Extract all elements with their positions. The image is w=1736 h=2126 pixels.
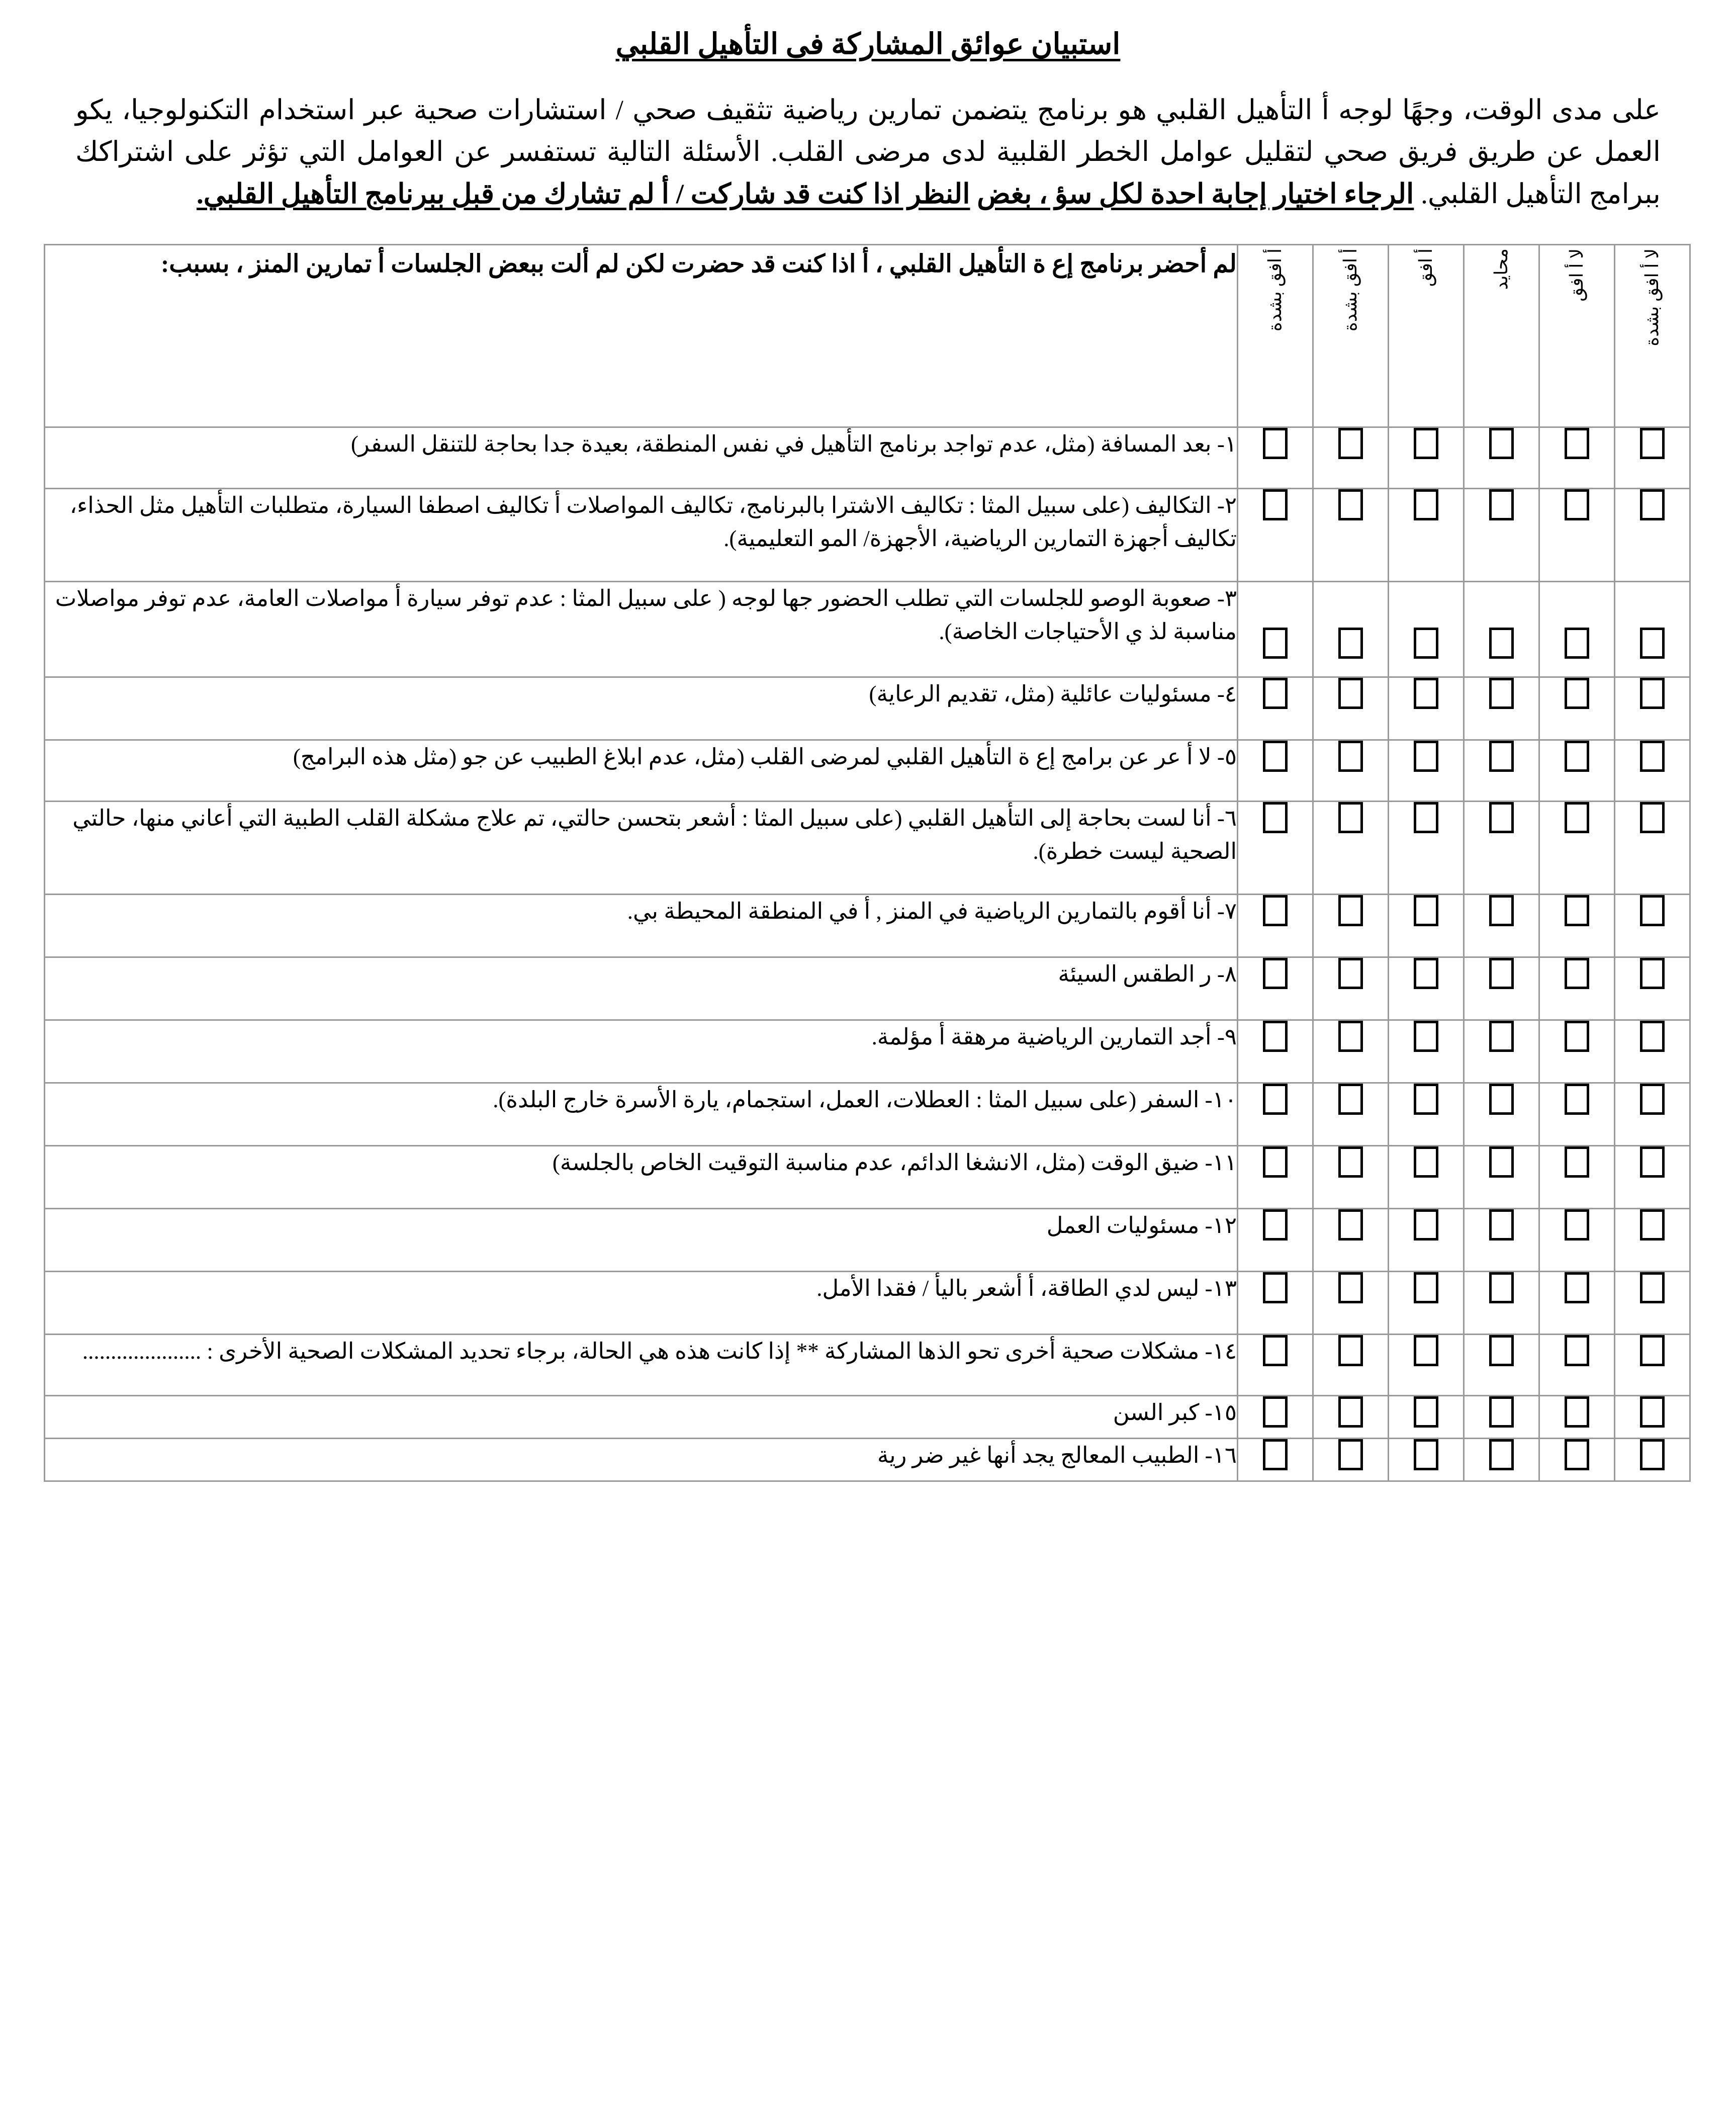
table-row: [45, 677, 1690, 740]
checkbox-cell[interactable]: [1539, 677, 1615, 740]
answer-checkbox[interactable]: [1338, 1209, 1363, 1241]
checkbox-cell[interactable]: [1539, 1209, 1615, 1272]
checkbox-cell[interactable]: [1615, 1083, 1690, 1146]
column-header-label: محايد: [1491, 248, 1511, 290]
question-text: ر الطقس السيئة: [1058, 961, 1212, 987]
checkbox-cell[interactable]: [1238, 582, 1313, 677]
checkbox-cell[interactable]: [1539, 1146, 1615, 1209]
checkbox-cell[interactable]: [1313, 427, 1389, 489]
checkbox-cell[interactable]: [1313, 1439, 1389, 1481]
checkbox-cell[interactable]: [1464, 957, 1539, 1020]
question-text: صعوبة الوصو للجلسات التي تطلب الحضور جها لوجه ( على سبيل المثا : عدم توفر سيارة أ مواصلات العامة، عدم توفر مواصلات مناسبة لذ ي الأحتياجات الخاصة).: [55, 586, 1237, 644]
table-row: [45, 1439, 1690, 1481]
question-text: أنا أقوم بالتمارين الرياضية في المنز , أ في المنطقة المحيطة بي.: [627, 899, 1212, 924]
checkbox-cell[interactable]: [1389, 489, 1464, 582]
question-cell: [45, 427, 1238, 489]
checkbox-cell[interactable]: [1313, 895, 1389, 957]
question-text: ضيق الوقت (مثل، الانشغا الدائم، عدم مناسبة التوقيت الخاص بالجلسة): [552, 1150, 1200, 1176]
answer-checkbox[interactable]: [1565, 958, 1589, 989]
checkbox-cell[interactable]: [1389, 895, 1464, 957]
intro-line-2: عبر استخدام التكنولوجيا، يكو العمل عن طريق فريق صحي لتقليل عوامل الخطر القلبية لدى مرضى القلب. الأسئلة: [75, 94, 1661, 167]
checkbox-cell[interactable]: [1389, 740, 1464, 802]
answer-checkbox[interactable]: [1414, 1439, 1438, 1470]
table-row: [45, 1146, 1690, 1209]
checkbox-cell[interactable]: [1615, 1020, 1690, 1083]
question-column-header: لم أحضر برنامج إع ة التأهيل القلبي ، أ اذا كنت قد حضرت لكن لم ألت ببعض الجلسات أ تمارين المنز ، بسبب:: [45, 245, 1238, 427]
answer-checkbox[interactable]: [1414, 1272, 1438, 1303]
checkbox-cell[interactable]: [1615, 1396, 1690, 1439]
checkbox-cell[interactable]: [1464, 802, 1539, 895]
answer-checkbox[interactable]: [1414, 895, 1438, 926]
checkbox-cell[interactable]: [1539, 740, 1615, 802]
answer-checkbox[interactable]: [1263, 1439, 1288, 1470]
answer-checkbox[interactable]: [1489, 895, 1514, 926]
answer-checkbox[interactable]: [1338, 1272, 1363, 1303]
checkbox-cell[interactable]: [1539, 489, 1615, 582]
checkbox-cell[interactable]: [1238, 895, 1313, 957]
answer-checkbox[interactable]: [1640, 1335, 1665, 1366]
checkbox-cell[interactable]: [1464, 740, 1539, 802]
question-text: الطبيب المعالج يجد أنها غير ضر رية: [877, 1443, 1200, 1468]
checkbox-cell[interactable]: [1389, 677, 1464, 740]
checkbox-cell[interactable]: [1313, 1335, 1389, 1396]
checkbox-cell[interactable]: [1539, 1396, 1615, 1439]
checkbox-cell[interactable]: [1539, 582, 1615, 677]
answer-checkbox[interactable]: [1489, 678, 1514, 709]
checkbox-cell[interactable]: [1464, 1083, 1539, 1146]
checkbox-cell[interactable]: [1238, 1272, 1313, 1335]
answer-checkbox[interactable]: [1565, 1021, 1589, 1052]
checkbox-cell[interactable]: [1313, 677, 1389, 740]
answer-checkbox[interactable]: [1640, 628, 1665, 659]
answer-checkbox[interactable]: [1489, 1272, 1514, 1303]
question-text: السفر (على سبيل المثا : العطلات، العمل، استجمام، يارة الأسرة خارج البلدة).: [493, 1087, 1200, 1113]
question-number: ٨-: [1217, 961, 1237, 987]
question-number: ٥-: [1217, 744, 1237, 770]
checkbox-cell[interactable]: [1389, 802, 1464, 895]
column-header-neutral-b: [1464, 245, 1539, 427]
answer-checkbox[interactable]: [1263, 1272, 1288, 1303]
answer-checkbox[interactable]: [1338, 628, 1363, 659]
answer-checkbox[interactable]: [1263, 428, 1288, 459]
answer-checkbox[interactable]: [1263, 1021, 1288, 1052]
answer-checkbox[interactable]: [1565, 678, 1589, 709]
answer-checkbox[interactable]: [1338, 1335, 1363, 1366]
question-cell: [45, 677, 1238, 740]
checkbox-cell[interactable]: [1238, 957, 1313, 1020]
checkbox-cell[interactable]: [1539, 1083, 1615, 1146]
answer-checkbox[interactable]: [1414, 428, 1438, 459]
checkbox-cell[interactable]: [1389, 1083, 1464, 1146]
question-number: ١٥-: [1205, 1400, 1237, 1426]
answer-checkbox[interactable]: [1565, 489, 1589, 520]
column-header-label: لا أ افق: [1566, 248, 1587, 302]
answer-checkbox[interactable]: [1338, 428, 1363, 459]
table-row: [45, 740, 1690, 802]
question-cell: [45, 1439, 1238, 1481]
checkbox-cell[interactable]: [1238, 1083, 1313, 1146]
checkbox-cell[interactable]: [1464, 489, 1539, 582]
checkbox-cell[interactable]: [1615, 957, 1690, 1020]
answer-checkbox[interactable]: [1640, 1084, 1665, 1115]
intro-paragraph: [75, 89, 1661, 215]
checkbox-cell[interactable]: [1389, 1272, 1464, 1335]
answer-checkbox[interactable]: [1414, 1146, 1438, 1178]
answer-checkbox[interactable]: [1565, 1146, 1589, 1178]
question-number: ١٣-: [1205, 1276, 1237, 1301]
question-number: ٣-: [1217, 586, 1237, 611]
question-cell: [45, 1020, 1238, 1083]
answer-checkbox[interactable]: [1414, 1335, 1438, 1366]
checkbox-cell[interactable]: [1238, 677, 1313, 740]
answer-checkbox[interactable]: [1489, 428, 1514, 459]
answer-checkbox[interactable]: [1489, 1146, 1514, 1178]
checkbox-cell[interactable]: [1389, 1439, 1464, 1481]
answer-checkbox[interactable]: [1640, 678, 1665, 709]
answer-checkbox[interactable]: [1565, 802, 1589, 833]
checkbox-cell[interactable]: [1464, 1146, 1539, 1209]
answer-checkbox[interactable]: [1640, 489, 1665, 520]
checkbox-cell[interactable]: [1389, 1396, 1464, 1439]
checkbox-cell[interactable]: [1539, 1335, 1615, 1396]
checkbox-cell[interactable]: [1238, 740, 1313, 802]
answer-checkbox[interactable]: [1640, 1439, 1665, 1470]
table-row: [45, 802, 1690, 895]
question-cell: [45, 1396, 1238, 1439]
checkbox-cell[interactable]: [1238, 489, 1313, 582]
answer-checkbox[interactable]: [1263, 895, 1288, 926]
checkbox-cell[interactable]: [1238, 1335, 1313, 1396]
table-row: [45, 427, 1690, 489]
answer-checkbox[interactable]: [1338, 1439, 1363, 1470]
question-number: ١٠-: [1205, 1087, 1237, 1113]
table-body: [45, 427, 1690, 1481]
answer-checkbox[interactable]: [1263, 1084, 1288, 1115]
answer-checkbox[interactable]: [1640, 1272, 1665, 1303]
question-cell: [45, 1272, 1238, 1335]
answer-checkbox[interactable]: [1640, 428, 1665, 459]
answer-checkbox[interactable]: [1338, 802, 1363, 833]
checkbox-cell[interactable]: [1313, 1146, 1389, 1209]
answer-checkbox[interactable]: [1263, 628, 1288, 659]
question-cell: [45, 1083, 1238, 1146]
answer-checkbox[interactable]: [1565, 1272, 1589, 1303]
table-row: [45, 1396, 1690, 1439]
question-cell: [45, 1209, 1238, 1272]
checkbox-cell[interactable]: [1313, 1272, 1389, 1335]
checkbox-cell[interactable]: [1389, 582, 1464, 677]
question-text: مسئوليات عائلية (مثل، تقديم الرعاية): [869, 681, 1212, 707]
answer-checkbox[interactable]: [1414, 1396, 1438, 1428]
checkbox-cell[interactable]: [1615, 1439, 1690, 1481]
question-cell: [45, 740, 1238, 802]
table-row: [45, 957, 1690, 1020]
answer-checkbox[interactable]: [1414, 1084, 1438, 1115]
answer-checkbox[interactable]: [1640, 1396, 1665, 1428]
checkbox-cell[interactable]: [1539, 895, 1615, 957]
answer-checkbox[interactable]: [1565, 895, 1589, 926]
checkbox-cell[interactable]: [1539, 427, 1615, 489]
checkbox-cell[interactable]: [1615, 677, 1690, 740]
answer-checkbox[interactable]: [1640, 1021, 1665, 1052]
question-text: بعد المسافة (مثل، عدم تواجد برنامج التأهيل في نفس المنطقة، بعيدة جدا بحاجة للتنقل السفر): [351, 431, 1212, 457]
answer-checkbox[interactable]: [1414, 489, 1438, 520]
header-row: [45, 245, 1690, 427]
checkbox-cell[interactable]: [1539, 802, 1615, 895]
checkbox-cell[interactable]: [1313, 1209, 1389, 1272]
answer-checkbox[interactable]: [1489, 802, 1514, 833]
answer-checkbox[interactable]: [1640, 1146, 1665, 1178]
checkbox-cell[interactable]: [1615, 427, 1690, 489]
answer-checkbox[interactable]: [1489, 628, 1514, 659]
answer-checkbox[interactable]: [1414, 958, 1438, 989]
checkbox-cell[interactable]: [1464, 677, 1539, 740]
answer-checkbox[interactable]: [1414, 1209, 1438, 1241]
checkbox-cell[interactable]: [1615, 1146, 1690, 1209]
checkbox-cell[interactable]: [1313, 582, 1389, 677]
question-number: ١٤-: [1205, 1339, 1237, 1364]
checkbox-cell[interactable]: [1464, 1396, 1539, 1439]
question-text: لا أ عر عن برامج إع ة التأهيل القلبي لمرضى القلب (مثل، عدم ابلاغ الطبيب عن جو (مثل هذه البرامج): [293, 744, 1212, 770]
answer-checkbox[interactable]: [1489, 489, 1514, 520]
answer-checkbox[interactable]: [1489, 1209, 1514, 1241]
column-header-disagree: [1539, 245, 1615, 427]
table-row: [45, 1335, 1690, 1396]
checkbox-cell[interactable]: [1539, 957, 1615, 1020]
answer-checkbox[interactable]: [1263, 489, 1288, 520]
answer-checkbox[interactable]: [1414, 802, 1438, 833]
checkbox-cell[interactable]: [1238, 1396, 1313, 1439]
answer-checkbox[interactable]: [1414, 678, 1438, 709]
answer-checkbox[interactable]: [1263, 1335, 1288, 1366]
question-number: ١١-: [1205, 1150, 1237, 1176]
checkbox-cell[interactable]: [1615, 740, 1690, 802]
column-header-strongly-disagree: [1615, 245, 1690, 427]
checkbox-cell[interactable]: [1615, 895, 1690, 957]
answer-checkbox[interactable]: [1489, 1021, 1514, 1052]
answer-checkbox[interactable]: [1489, 741, 1514, 772]
checkbox-cell[interactable]: [1539, 1272, 1615, 1335]
question-cell: [45, 489, 1238, 582]
answer-checkbox[interactable]: [1338, 678, 1363, 709]
question-cell: [45, 1146, 1238, 1209]
checkbox-cell[interactable]: [1539, 1439, 1615, 1481]
table-row: [45, 489, 1690, 582]
answer-checkbox[interactable]: [1338, 1146, 1363, 1178]
table-row: [45, 582, 1690, 677]
checkbox-cell[interactable]: [1615, 1272, 1690, 1335]
answer-checkbox[interactable]: [1640, 1209, 1665, 1241]
answer-checkbox[interactable]: [1640, 958, 1665, 989]
table-row: [45, 1209, 1690, 1272]
column-header-label: لا أ افق بشدة: [1641, 248, 1662, 346]
checkbox-cell[interactable]: [1238, 1439, 1313, 1481]
answer-checkbox[interactable]: [1263, 802, 1288, 833]
checkbox-cell[interactable]: [1313, 802, 1389, 895]
column-header-label: أ افق: [1415, 248, 1436, 287]
answer-checkbox[interactable]: [1489, 1084, 1514, 1115]
table-row: [45, 895, 1690, 957]
checkbox-cell[interactable]: [1464, 1209, 1539, 1272]
answer-checkbox[interactable]: [1263, 1146, 1288, 1178]
checkbox-cell[interactable]: [1389, 1209, 1464, 1272]
checkbox-cell[interactable]: [1464, 1272, 1539, 1335]
checkbox-cell[interactable]: [1464, 427, 1539, 489]
answer-checkbox[interactable]: [1414, 741, 1438, 772]
question-number: ٩-: [1217, 1024, 1237, 1050]
answer-checkbox[interactable]: [1338, 895, 1363, 926]
table-head: [45, 245, 1690, 427]
checkbox-cell[interactable]: [1389, 427, 1464, 489]
answer-checkbox[interactable]: [1414, 1021, 1438, 1052]
checkbox-cell[interactable]: [1389, 1146, 1464, 1209]
question-text: مسئوليات العمل: [1046, 1213, 1200, 1238]
answer-checkbox[interactable]: [1640, 802, 1665, 833]
checkbox-cell[interactable]: [1615, 582, 1690, 677]
question-text: مشكلات صحية أخرى تحو الذها المشاركة ** إذا كانت هذه هي الحالة، برجاء تحديد المشكلات الصحية الأخرى : .....................: [82, 1339, 1200, 1364]
column-header-label: أ افق بشدة: [1264, 248, 1285, 332]
question-number: ٤-: [1217, 681, 1237, 707]
answer-checkbox[interactable]: [1338, 489, 1363, 520]
question-text: أنا لست بحاجة إلى التأهيل القلبي (على سبيل المثا : أشعر بتحسن حالتي، تم علاج مشكلة القلب الطبية التي أعاني منها، حالتي الصحية ليست خطرة).: [72, 806, 1237, 864]
answer-checkbox[interactable]: [1263, 1209, 1288, 1241]
checkbox-cell[interactable]: [1238, 1209, 1313, 1272]
question-number: ١٦-: [1205, 1443, 1237, 1468]
question-number: ٢-: [1217, 493, 1237, 518]
checkbox-cell[interactable]: [1615, 802, 1690, 895]
page-title: استبيان عوائق المشاركة فى التأهيل القلبي: [615, 28, 1121, 60]
question-cell: [45, 1335, 1238, 1396]
question-number: ١٢-: [1205, 1213, 1237, 1238]
answer-checkbox[interactable]: [1565, 741, 1589, 772]
checkbox-cell[interactable]: [1539, 1020, 1615, 1083]
checkbox-cell[interactable]: [1313, 1396, 1389, 1439]
table-row: [45, 1020, 1690, 1083]
answer-checkbox[interactable]: [1489, 1396, 1514, 1428]
answer-checkbox[interactable]: [1263, 678, 1288, 709]
checkbox-cell[interactable]: [1615, 1209, 1690, 1272]
checkbox-cell[interactable]: [1464, 1020, 1539, 1083]
checkbox-cell[interactable]: [1464, 1335, 1539, 1396]
survey-table-container: [45, 244, 1691, 1482]
question-cell: [45, 957, 1238, 1020]
answer-checkbox[interactable]: [1338, 1084, 1363, 1115]
checkbox-cell[interactable]: [1389, 957, 1464, 1020]
column-header-label: أ افق بشدة: [1340, 248, 1360, 332]
answer-checkbox[interactable]: [1338, 741, 1363, 772]
checkbox-cell[interactable]: [1464, 895, 1539, 957]
answer-checkbox[interactable]: [1640, 895, 1665, 926]
checkbox-cell[interactable]: [1238, 1146, 1313, 1209]
intro-line-4-bold: لم تشارك من قبل ببرنامج التأهيل القلبي.: [197, 178, 662, 209]
checkbox-cell[interactable]: [1313, 1083, 1389, 1146]
table-row: [45, 1272, 1690, 1335]
checkbox-cell[interactable]: [1313, 957, 1389, 1020]
answer-checkbox[interactable]: [1565, 1209, 1589, 1241]
intro-line-3-plain: التالية تستفسر عن العوامل التي تؤثر على اشتراكك ببرامج التأهيل القلبي.: [75, 136, 1661, 209]
answer-checkbox[interactable]: [1640, 741, 1665, 772]
answer-checkbox[interactable]: [1263, 741, 1288, 772]
question-number: ٧-: [1217, 899, 1237, 924]
table-row: [45, 1083, 1690, 1146]
answer-checkbox[interactable]: [1489, 958, 1514, 989]
checkbox-cell[interactable]: [1313, 1020, 1389, 1083]
checkbox-cell[interactable]: [1238, 1020, 1313, 1083]
intro-line-1: على مدى الوقت، وجهًا لوجه أ التأهيل القلبي هو برنامج يتضمن تمارين رياضية تثقيف صحي / استشارات صحية: [413, 94, 1661, 125]
question-cell: [45, 802, 1238, 895]
question-text: التكاليف (على سبيل المثا : تكاليف الاشترا بالبرنامج، تكاليف المواصلات أ تكاليف اصطفا السيارة، متطلبات التأهيل مثل الحذاء، تكاليف أجهزة التمارين الرياضية، الأجهزة/ المو التعليمية).: [69, 493, 1237, 551]
checkbox-cell[interactable]: [1389, 1335, 1464, 1396]
question-number: ١-: [1217, 431, 1237, 457]
answer-checkbox[interactable]: [1338, 1396, 1363, 1428]
checkbox-cell[interactable]: [1238, 802, 1313, 895]
answer-checkbox[interactable]: [1565, 1335, 1589, 1366]
checkbox-cell[interactable]: [1313, 740, 1389, 802]
answer-checkbox[interactable]: [1565, 428, 1589, 459]
question-cell: [45, 582, 1238, 677]
checkbox-cell[interactable]: [1389, 1020, 1464, 1083]
column-header-agree: [1313, 245, 1389, 427]
answer-checkbox[interactable]: [1263, 958, 1288, 989]
answer-checkbox[interactable]: [1263, 1396, 1288, 1428]
answer-checkbox[interactable]: [1565, 1439, 1589, 1470]
checkbox-cell[interactable]: [1238, 427, 1313, 489]
survey-table: [44, 244, 1691, 1482]
answer-checkbox[interactable]: [1338, 958, 1363, 989]
answer-checkbox[interactable]: [1414, 628, 1438, 659]
answer-checkbox[interactable]: [1565, 1396, 1589, 1428]
column-header-strongly-agree: [1238, 245, 1313, 427]
question-text: ليس لدي الطاقة، أ أشعر باليأ / فقدا الأمل.: [816, 1276, 1200, 1301]
question-cell: [45, 895, 1238, 957]
checkbox-cell[interactable]: [1464, 1439, 1539, 1481]
question-number: ٦-: [1217, 806, 1237, 831]
title-container: [0, 0, 1736, 63]
answer-checkbox[interactable]: [1565, 628, 1589, 659]
checkbox-cell[interactable]: [1615, 489, 1690, 582]
answer-checkbox[interactable]: [1489, 1335, 1514, 1366]
checkbox-cell[interactable]: [1464, 582, 1539, 677]
intro-line-3-underlined: الرجاء اختيار إجابة احدة لكل سؤ ، بغض: [977, 178, 1414, 209]
checkbox-cell[interactable]: [1313, 489, 1389, 582]
answer-checkbox[interactable]: [1565, 1084, 1589, 1115]
question-text: أجد التمارين الرياضية مرهقة أ مؤلمة.: [871, 1024, 1212, 1050]
answer-checkbox[interactable]: [1489, 1439, 1514, 1470]
question-text: كبر السن: [1113, 1400, 1200, 1426]
column-header-neutral: [1389, 245, 1464, 427]
intro-line-4-underlined: النظر اذا كنت قد شاركت / أ: [661, 178, 970, 209]
checkbox-cell[interactable]: [1615, 1335, 1690, 1396]
answer-checkbox[interactable]: [1338, 1021, 1363, 1052]
